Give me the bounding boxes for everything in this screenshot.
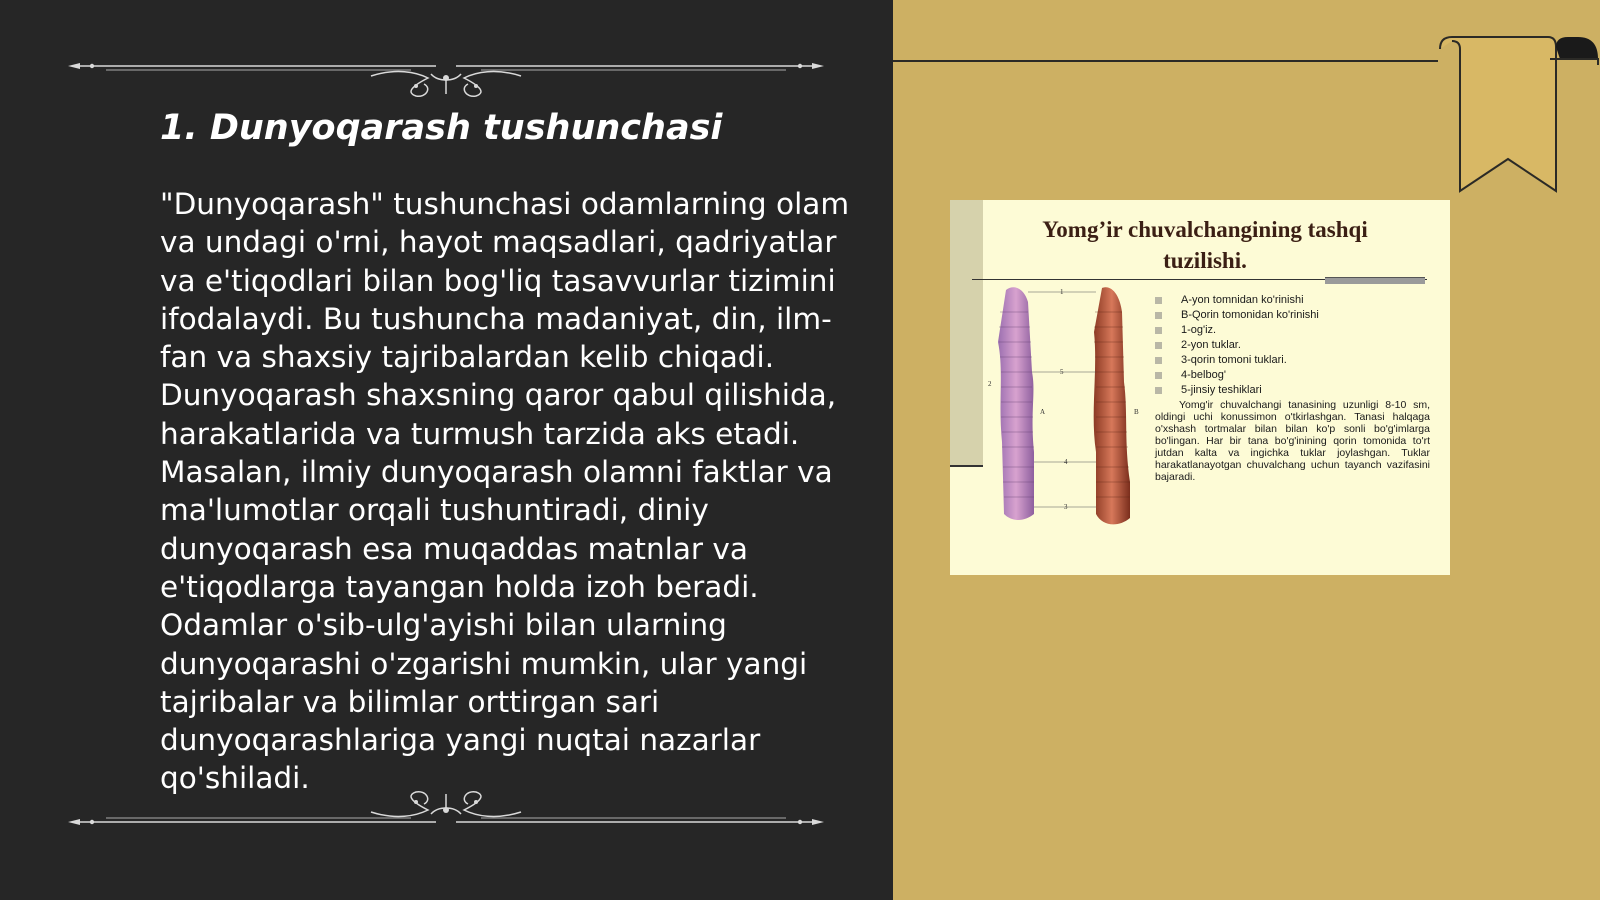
slide-title: 1. Dunyoqarash tushunchasi <box>160 108 723 148</box>
slide-body-text: "Dunyoqarash" tushunchasi odamlarning olam va undagi o'rni, hayot maqsadlari, qadriyatlar va e'tiqodlari bilan bog'liq tasavvurlar tizimini ifodalaydi. Bu tushuncha madaniyat, din, ilm-fan va shaxsiy tajribalardan kelib chiqadi. Dunyoqarash shaxsning qaror qabul qilishida, harakatlarida va turmush tarzida aks etadi. Masalan, ilmiy dunyoqarash olamni faktlar va ma'lumotlar orqali tushuntiradi, diniy dunyoqarash esa muqaddas matnlar va e'tiqodlarga tayangan holda izoh beradi. Odamlar o'sib-ulg'ayishi bilan ularning dunyoqarashi o'zgarishi mumkin, ular yangi tajribalar va bilimlar orttirgan sari dunyoqarashlariga yangi nuqtai nazarlar qo'shiladi. <box>160 187 850 796</box>
legend-item-label: 5-jinsiy teshiklari <box>1181 384 1262 396</box>
legend-item <box>1155 353 1319 368</box>
legend-item <box>1155 338 1319 353</box>
figure-stripe-line <box>950 465 983 467</box>
label-num-5: 5 <box>1060 368 1064 376</box>
legend-item-label: A-yon tomnidan ko'rinishi <box>1181 294 1304 306</box>
legend-item-label: 1-og'iz. <box>1181 324 1217 336</box>
bullet-icon <box>1155 387 1162 394</box>
earthworm-illustration <box>984 282 1162 532</box>
label-num-4: 4 <box>1064 458 1068 466</box>
label-num-2: 2 <box>988 380 992 388</box>
bullet-icon <box>1155 357 1162 364</box>
bullet-icon <box>1155 327 1162 334</box>
bullet-icon <box>1155 342 1162 349</box>
legend-item-label: 3-qorin tomoni tuklari. <box>1181 354 1287 366</box>
label-num-1: 1 <box>1060 288 1064 296</box>
worm-ventral-view <box>1094 287 1130 524</box>
legend-item <box>1155 368 1319 383</box>
legend-item <box>1155 308 1319 323</box>
legend-item-label: 2-yon tuklar. <box>1181 339 1241 351</box>
worm-side-view <box>998 287 1034 520</box>
worm-figure <box>950 200 1450 575</box>
figure-description: Yomg'ir chuvalchangi tanasining uzunligi 8-10 sm, oldingi uchi konussimon o'tkirlashgan. Tanasi halqaga o'xshash tortmalar bilan bilan ko'p sonli bo'g'imlarga bo'lingan. Har bir tana bo'g'inining qorin tomonida to'rt jutdan kalta va ingichka tuklar joylashgan. Tuklar harakatlanayotgan chuvalchang uchun tayanch vazifasini bajaradi. <box>1155 399 1430 483</box>
bullet-icon <box>1155 312 1162 319</box>
label-letter-b: B <box>1134 408 1139 416</box>
legend-item-label: B-Qorin tomonidan ko'rinishi <box>1181 309 1319 321</box>
label-num-3: 3 <box>1064 503 1068 511</box>
figure-title-accent <box>1325 277 1425 284</box>
figure-title: Yomg’ir chuvalchangining tashqi tuzilishi. <box>1042 217 1368 273</box>
header-rule <box>893 60 1438 62</box>
bookmark-ribbon-icon <box>1430 35 1600 200</box>
bullet-icon <box>1155 372 1162 379</box>
bottom-ornament-icon <box>66 790 826 840</box>
label-letter-a: A <box>1040 408 1046 416</box>
legend-item <box>1155 323 1319 338</box>
legend-item <box>1155 383 1319 398</box>
figure-side-stripe <box>950 200 983 465</box>
legend-item <box>1155 293 1319 308</box>
top-ornament-icon <box>66 48 826 98</box>
figure-legend <box>1155 293 1319 398</box>
legend-item-label: 4-belbog' <box>1181 369 1226 381</box>
bullet-icon <box>1155 297 1162 304</box>
